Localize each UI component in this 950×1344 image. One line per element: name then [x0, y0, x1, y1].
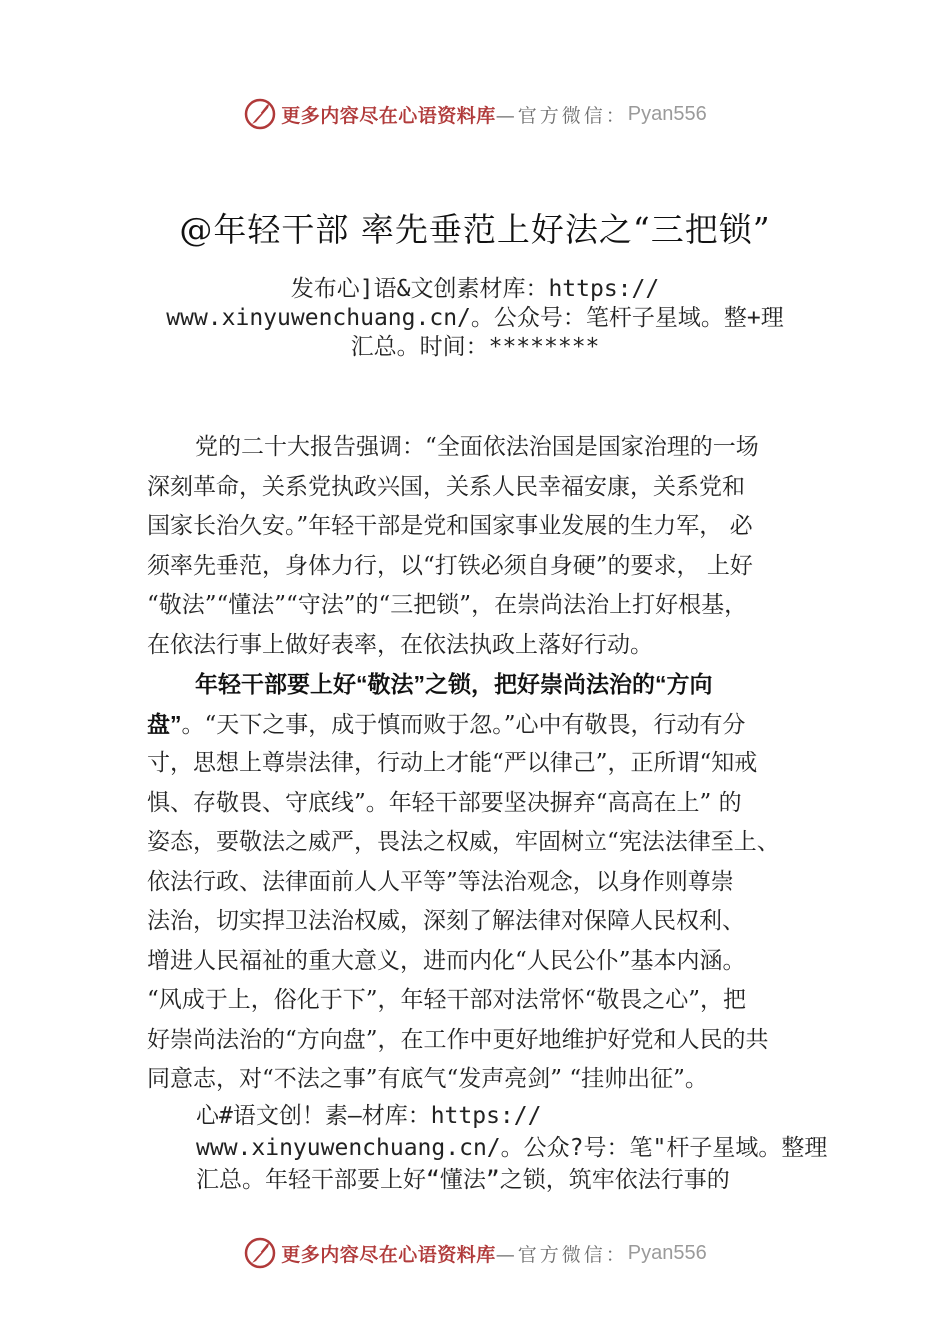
body-line: 在依法行事上做好表率，在依法执政上落好行动。 — [147, 631, 653, 658]
banner-separator: —官方微信： — [495, 104, 628, 127]
body-line: 国家长治久安。”年轻干部是党和国家事业发展的生力军， 必 — [147, 513, 753, 539]
tail-line: 汇总。年轻干部要上好“懂法”之锁，筑牢依法行事的 — [196, 1167, 730, 1193]
body-line: 同意志，对“不法之事”有底气“发声亮剑” “挂帅出征”。 — [147, 1066, 708, 1092]
body-line: 党的二十大报告强调：“全面依法治国是国家治理的一场 — [195, 434, 759, 460]
source-meta — [100, 275, 850, 362]
banner-wechat-id: Pyan556 — [627, 102, 707, 125]
feather-quill-seal-icon — [243, 97, 277, 131]
body-line: 深刻革命，关系党执政兴国，关系人民幸福安康，关系党和 — [147, 473, 745, 500]
tail-line: www.xinyuwenchuang.cn/。公众?号：笔"杆子星域。整理 — [196, 1135, 828, 1161]
source-meta-repeat — [196, 1100, 896, 1196]
meta-line: 汇总。时间：******** — [350, 334, 600, 360]
body-line: 惧、存敬畏、守底线”。年轻干部要坚决摒弃“高高在上” 的 — [147, 789, 742, 816]
body-line: “风成于上，俗化于下”，年轻干部对法常怀“敬畏之心”，把 — [147, 987, 747, 1013]
footer-watermark-banner — [0, 1233, 950, 1273]
body-line: 增进人民福祉的重大意义，进而内化“人民公仆”基本内涵。 — [147, 947, 746, 974]
header-watermark-banner — [0, 94, 950, 134]
body-line: 法治，切实捍卫法治权威，深刻了解法律对保障人民权利、 — [147, 908, 745, 934]
meta-line: www.xinyuwenchuang.cn/。公众号：笔杆子星域。整+理 — [166, 305, 784, 331]
meta-line: 发布心]语&文创素材库：https:// — [290, 276, 660, 302]
body-line: “敬法”“懂法”“守法”的“三把锁”，在崇尚法治上打好根基， — [147, 592, 748, 618]
body-line: 姿态，要敬法之威严，畏法之权威，牢固树立“宪法法律至上、 — [147, 829, 780, 855]
body-line: 好崇尚法治的“方向盘”，在工作中更好地维护好党和人民的共 — [147, 1026, 769, 1053]
document-title: @年轻干部 率先垂范上好法之“三把锁” — [179, 210, 771, 249]
banner-separator: —官方微信： — [495, 1243, 628, 1266]
tail-line: 心#语文创！素—材库：https:// — [196, 1103, 542, 1129]
section-heading-tail: 盘” — [147, 710, 182, 737]
section-heading: 年轻干部要上好“敬法”之锁，把好崇尚法治的“方向 — [195, 671, 713, 697]
banner-text: 更多内容尽在心语资料库 — [281, 104, 496, 127]
body-line — [147, 705, 847, 745]
body-line-text: 。“天下之事，成于慎而败于忽。”心中有敬畏，行动有分 — [181, 711, 746, 738]
body-line: 寸，思想上尊崇法律，行动上才能“严以律己”，正所谓“知戒 — [147, 750, 758, 776]
banner-wechat-id: Pyan556 — [627, 1241, 707, 1264]
body-line: 依法行政、法律面前人人平等”等法治观念，以身作则尊崇 — [147, 868, 734, 895]
feather-quill-seal-icon — [243, 1236, 277, 1270]
article-body — [147, 428, 847, 1100]
body-line: 须率先垂范，身体力行，以“打铁必须自身硬”的要求， 上好 — [147, 552, 753, 579]
banner-text: 更多内容尽在心语资料库 — [281, 1243, 496, 1266]
